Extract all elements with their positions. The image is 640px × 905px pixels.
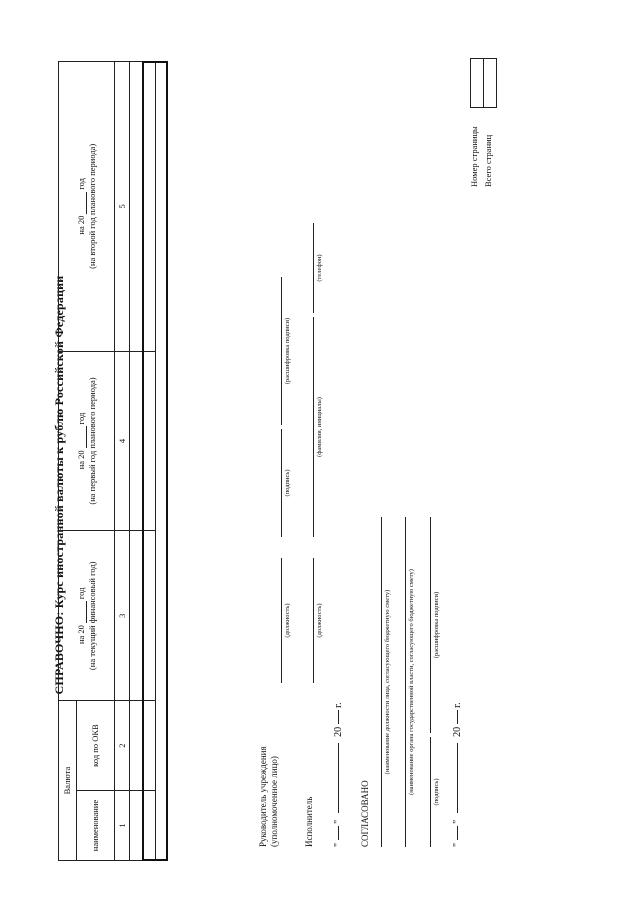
executor-name-line[interactable] [313,317,314,537]
date-1-month-line[interactable] [338,743,339,813]
executor-position-line[interactable] [313,558,314,683]
date-2-open-quote: " [452,842,463,847]
date-2 [452,702,463,847]
exchange-rate-table [58,61,156,861]
col-number: 4 [115,351,130,531]
date-1-open-quote: " [333,842,344,847]
col-name-header: наименование [77,791,115,861]
cell-rate-plan-2[interactable] [130,62,143,352]
date-2-day-line[interactable] [457,826,458,840]
agreed-label: СОГЛАСОВАНО [360,780,370,847]
head-label-1: Руководитель учреждения [258,746,268,847]
agreed-signature-caption: (подпись) [433,778,440,806]
col-number: 5 [115,62,130,352]
date-2-close-quote: " [452,819,463,824]
currency-header: Валюта [59,701,77,861]
agreed-decoding-caption: (расшифровка подписи) [433,591,440,659]
cell-currency-name[interactable] [143,791,156,861]
date-2-year-suffix: г. [452,702,463,708]
page-title: СПРАВОЧНО: Курс иностранной валюты к рублю Российской Федерации [52,275,66,695]
head-signature-caption: (подпись) [284,469,291,497]
head-position-line[interactable] [281,558,282,683]
head-signature-line[interactable] [281,429,282,537]
cell-currency-code[interactable] [143,701,156,791]
agreed-decoding-line[interactable] [430,517,431,733]
cell-currency-code[interactable] [130,701,143,791]
col-code-header: код по ОКВ [77,701,115,791]
date-2-year-prefix: 20 [452,726,463,737]
year-col-2-sub: (на первый год планового периода) [86,377,97,505]
date-1-close-quote: " [333,819,344,824]
date-2-year-line[interactable] [457,710,458,724]
cell-rate-plan-2[interactable] [143,62,156,352]
head-label-2: (уполномоченное лицо) [269,756,279,847]
date-1-year-prefix: 20 [333,726,344,737]
table-row [130,62,143,861]
cell-rate-current[interactable] [143,531,156,701]
executor-label: Исполнитель [304,796,314,847]
executor-phone-line[interactable] [313,223,314,313]
head-position-caption: (должность) [284,603,291,638]
page-counter-divider [483,58,484,108]
year-col-3-header: на 20год (на второй год планового периода) [59,62,115,352]
executor-phone-caption: (телефон) [316,254,323,282]
executor-name-caption: (фамилия, инициалы) [316,397,323,457]
col-number: 2 [115,701,130,791]
cell-rate-current[interactable] [130,531,143,701]
year-col-3-sub: (на второй год планового периода) [86,143,97,269]
agreed-position-caption: (наименование должности лица, согласующего бюджетную смету) [384,589,391,775]
agreed-signature-line[interactable] [430,737,431,847]
date-1 [333,702,344,847]
col-number: 3 [115,531,130,701]
cell-rate-plan-1[interactable] [130,351,143,531]
total-pages-label: Всего страниц [483,134,493,187]
agreed-org-caption: (наименование органа государственной власти, согласующего бюджетную смету) [408,569,415,795]
year-col-1-sub: (на текущий финансовый год) [86,561,97,671]
head-decoding-line[interactable] [281,277,282,425]
head-decoding-caption: (расшифровка подписи) [284,317,291,385]
col-number: 1 [115,791,130,861]
executor-position-caption: (должность) [316,603,323,638]
date-1-year-suffix: г. [333,702,344,708]
agreed-org-line[interactable] [405,517,406,847]
page-number-label: Номер страницы [469,126,479,187]
date-1-day-line[interactable] [338,826,339,840]
cell-rate-plan-1[interactable] [143,351,156,531]
table-row [143,62,156,861]
agreed-position-line[interactable] [381,517,382,847]
date-1-year-line[interactable] [338,710,339,724]
year-col-2-header: на 20год (на первый год планового периода) [59,351,115,531]
year-col-1-header: на 20год (на текущий финансовый год) [59,531,115,701]
date-2-month-line[interactable] [457,743,458,813]
cell-currency-name[interactable] [130,791,143,861]
